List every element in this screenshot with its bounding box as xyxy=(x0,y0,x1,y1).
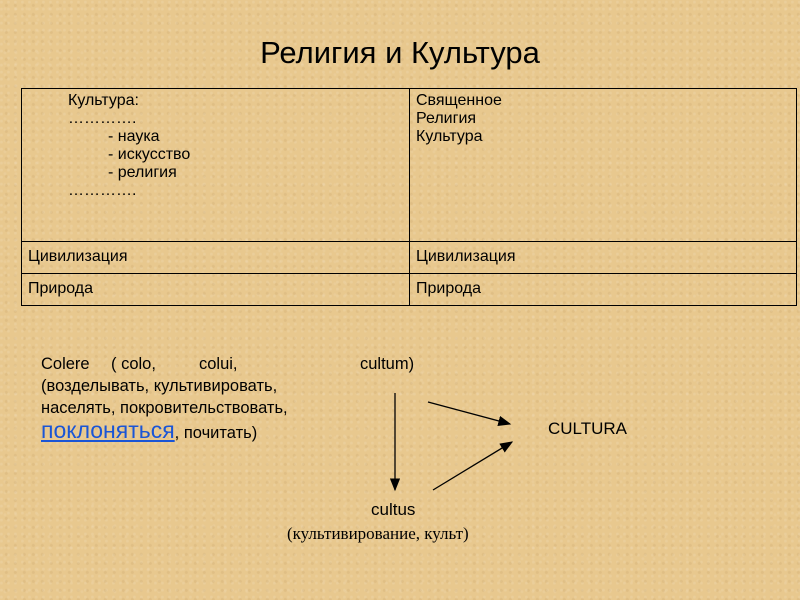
cell-nature-right: Природа xyxy=(410,274,797,306)
definition-line-2: населять, покровительствовать, xyxy=(41,399,288,417)
list-item-science: - наука xyxy=(108,128,160,145)
definition-line-1: (возделывать, культивировать, xyxy=(41,377,278,395)
word-colui: colui, xyxy=(199,355,238,373)
cultus-translation: (культивирование, культ) xyxy=(287,524,469,543)
slide-title: Религия и Культура xyxy=(260,35,540,70)
list-item-sacred: Священное xyxy=(416,92,502,109)
cultus-label: cultus xyxy=(371,500,416,519)
list-item-art: - искусство xyxy=(108,146,191,163)
ellipsis-bottom: …………. xyxy=(68,182,137,199)
arrow-to-cultura-top xyxy=(428,402,510,424)
list-item-culture-right: Культура xyxy=(416,128,483,145)
word-colo: ( colo, xyxy=(111,355,156,373)
cell-civilization-left: Цивилизация xyxy=(22,242,410,274)
cell-nature-left: Природа xyxy=(22,274,410,306)
list-item-religion-right: Религия xyxy=(416,110,477,127)
word-colere: Colere xyxy=(41,355,90,373)
culture-heading: Культура: xyxy=(68,92,139,109)
ellipsis-top: …………. xyxy=(68,110,137,127)
word-cultum: cultum) xyxy=(360,355,415,373)
definition-tail: , почитать) xyxy=(174,424,258,442)
arrow-to-cultura-bottom xyxy=(433,442,512,490)
hyperlink-worship[interactable]: поклоняться xyxy=(41,417,175,443)
cultura-label: CULTURA xyxy=(548,419,628,438)
list-item-religion: - религия xyxy=(108,164,177,181)
cell-civilization-right: Цивилизация xyxy=(410,242,797,274)
